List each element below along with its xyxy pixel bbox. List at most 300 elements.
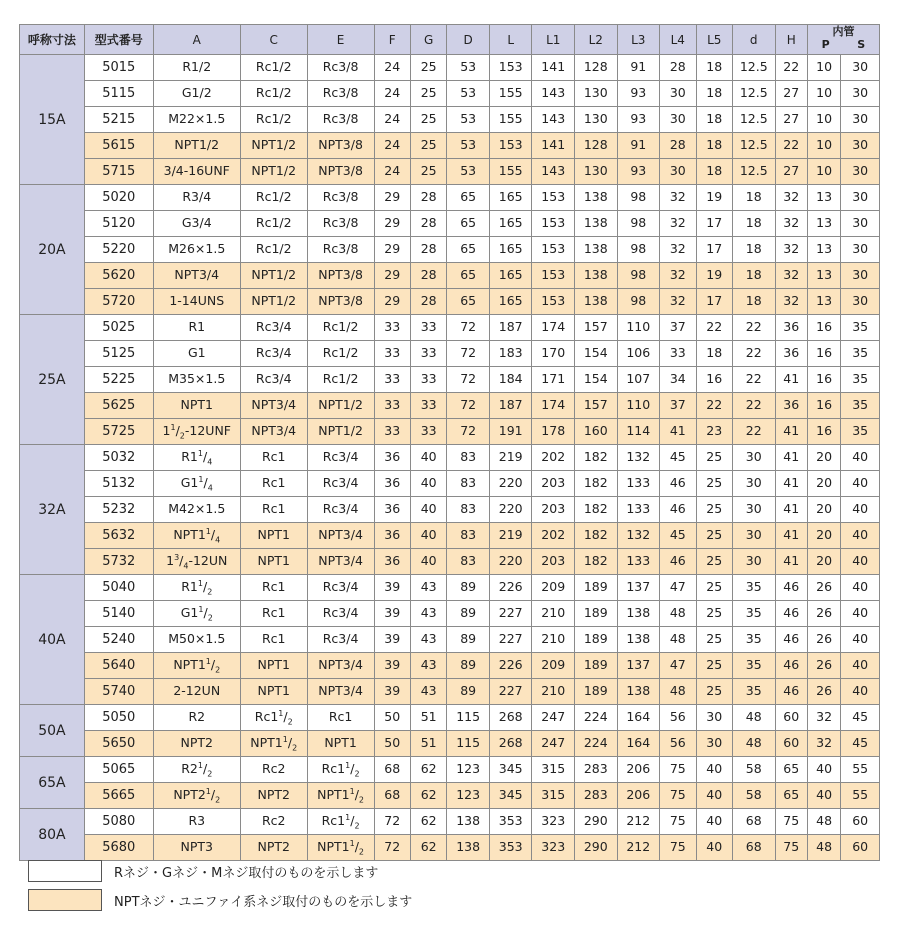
cell-g: 40 <box>410 497 446 523</box>
cell-d-upper: 138 <box>447 835 490 861</box>
cell-g: 33 <box>410 341 446 367</box>
cell-e: NPT3/8 <box>307 263 374 289</box>
cell-e: NPT3/4 <box>307 653 374 679</box>
cell-c: Rc1/2 <box>240 107 307 133</box>
cell-inner-p: 20 <box>807 445 840 471</box>
header-g: G <box>410 25 446 55</box>
cell-d-upper: 83 <box>447 497 490 523</box>
cell-h: 22 <box>775 55 807 81</box>
cell-l4: 46 <box>660 549 696 575</box>
legend-standard <box>28 860 378 882</box>
cell-g: 62 <box>410 757 446 783</box>
cell-model: 5020 <box>84 185 153 211</box>
cell-d-upper: 83 <box>447 523 490 549</box>
cell-g: 25 <box>410 107 446 133</box>
cell-l2: 157 <box>575 393 618 419</box>
cell-g: 62 <box>410 783 446 809</box>
cell-l4: 28 <box>660 133 696 159</box>
cell-d-upper: 65 <box>447 185 490 211</box>
header-l2: L2 <box>575 25 618 55</box>
cell-d-upper: 72 <box>447 367 490 393</box>
cell-c: Rc1/2 <box>240 185 307 211</box>
cell-l1: 209 <box>532 653 575 679</box>
cell-inner-s: 40 <box>841 601 880 627</box>
table-row <box>20 81 880 107</box>
cell-e: Rc3/8 <box>307 55 374 81</box>
cell-g: 43 <box>410 601 446 627</box>
cell-h: 41 <box>775 471 807 497</box>
cell-c: NPT3/4 <box>240 419 307 445</box>
cell-model: 5620 <box>84 263 153 289</box>
cell-inner-p: 20 <box>807 471 840 497</box>
cell-c: Rc1 <box>240 471 307 497</box>
cell-e: NPT3/8 <box>307 133 374 159</box>
cell-d-upper: 83 <box>447 445 490 471</box>
cell-f: 36 <box>374 445 410 471</box>
cell-g: 40 <box>410 471 446 497</box>
cell-a: R3/4 <box>153 185 240 211</box>
cell-d-upper: 83 <box>447 471 490 497</box>
cell-c: Rc2 <box>240 809 307 835</box>
cell-l5: 25 <box>696 497 732 523</box>
cell-h: 46 <box>775 601 807 627</box>
cell-inner-p: 40 <box>807 783 840 809</box>
cell-h: 36 <box>775 393 807 419</box>
cell-e: Rc3/8 <box>307 237 374 263</box>
cell-l: 165 <box>489 185 532 211</box>
cell-l2: 189 <box>575 575 618 601</box>
cell-l4: 28 <box>660 55 696 81</box>
cell-l2: 290 <box>575 809 618 835</box>
cell-f: 33 <box>374 315 410 341</box>
cell-d-upper: 72 <box>447 341 490 367</box>
cell-l1: 210 <box>532 601 575 627</box>
table-row <box>20 185 880 211</box>
cell-l4: 48 <box>660 627 696 653</box>
cell-g: 33 <box>410 419 446 445</box>
cell-l: 165 <box>489 289 532 315</box>
cell-a: $R1^1/_4$ <box>153 445 240 471</box>
table-row <box>20 237 880 263</box>
cell-l: 220 <box>489 549 532 575</box>
cell-a: $1^1/_2-12UNF$ <box>153 419 240 445</box>
cell-g: 40 <box>410 549 446 575</box>
cell-l: 155 <box>489 81 532 107</box>
cell-inner-p: 13 <box>807 185 840 211</box>
cell-c: Rc1 <box>240 575 307 601</box>
cell-d-lower: 35 <box>732 627 775 653</box>
cell-inner-p: 16 <box>807 393 840 419</box>
cell-l1: 178 <box>532 419 575 445</box>
cell-d-lower: 22 <box>732 315 775 341</box>
cell-l4: 32 <box>660 263 696 289</box>
nominal-size-cell: 40A <box>20 575 85 705</box>
cell-model: 5225 <box>84 367 153 393</box>
cell-d-lower: 30 <box>732 549 775 575</box>
cell-d-upper: 89 <box>447 679 490 705</box>
cell-l1: 210 <box>532 627 575 653</box>
cell-g: 40 <box>410 445 446 471</box>
cell-inner-s: 40 <box>841 549 880 575</box>
table-row <box>20 159 880 185</box>
cell-g: 28 <box>410 211 446 237</box>
cell-model: 5132 <box>84 471 153 497</box>
cell-e: Rc3/4 <box>307 575 374 601</box>
cell-l1: 143 <box>532 107 575 133</box>
cell-l4: 30 <box>660 107 696 133</box>
cell-d-lower: 12.5 <box>732 81 775 107</box>
cell-l5: 25 <box>696 523 732 549</box>
cell-l2: 138 <box>575 211 618 237</box>
cell-d-upper: 89 <box>447 601 490 627</box>
cell-l2: 224 <box>575 731 618 757</box>
table-row <box>20 289 880 315</box>
cell-a: NPT3 <box>153 835 240 861</box>
cell-inner-s: 60 <box>841 835 880 861</box>
table-row <box>20 679 880 705</box>
cell-e: NPT3/4 <box>307 549 374 575</box>
cell-l5: 25 <box>696 679 732 705</box>
cell-model: 5120 <box>84 211 153 237</box>
cell-model: 5040 <box>84 575 153 601</box>
cell-f: 39 <box>374 653 410 679</box>
cell-c: NPT1/2 <box>240 133 307 159</box>
cell-d-lower: 58 <box>732 783 775 809</box>
cell-l5: 19 <box>696 185 732 211</box>
cell-g: 25 <box>410 159 446 185</box>
cell-a: $G1^1/_2$ <box>153 601 240 627</box>
cell-l1: 174 <box>532 393 575 419</box>
cell-inner-s: 35 <box>841 315 880 341</box>
cell-l3: 110 <box>617 315 660 341</box>
cell-l: 191 <box>489 419 532 445</box>
cell-inner-s: 40 <box>841 679 880 705</box>
cell-l: 155 <box>489 159 532 185</box>
cell-l1: 153 <box>532 237 575 263</box>
cell-l4: 46 <box>660 497 696 523</box>
cell-l3: 132 <box>617 523 660 549</box>
table-row <box>20 835 880 861</box>
cell-a: $R2^1/_2$ <box>153 757 240 783</box>
cell-l2: 154 <box>575 341 618 367</box>
cell-e: $NPT1^1/_2$ <box>307 835 374 861</box>
cell-d-upper: 53 <box>447 55 490 81</box>
cell-l1: 323 <box>532 835 575 861</box>
cell-f: 24 <box>374 81 410 107</box>
cell-l5: 19 <box>696 263 732 289</box>
cell-l1: 203 <box>532 497 575 523</box>
cell-e: Rc3/8 <box>307 81 374 107</box>
cell-l: 226 <box>489 653 532 679</box>
cell-l: 219 <box>489 523 532 549</box>
cell-e: NPT1/2 <box>307 419 374 445</box>
cell-d-lower: 30 <box>732 497 775 523</box>
cell-l4: 33 <box>660 341 696 367</box>
header-f: F <box>374 25 410 55</box>
cell-l5: 22 <box>696 393 732 419</box>
cell-l2: 189 <box>575 653 618 679</box>
cell-d-lower: 12.5 <box>732 133 775 159</box>
cell-c: Rc1 <box>240 601 307 627</box>
cell-c: NPT2 <box>240 835 307 861</box>
nominal-size-cell: 80A <box>20 809 85 861</box>
legend-npt-swatch <box>28 889 102 911</box>
cell-inner-p: 40 <box>807 757 840 783</box>
cell-l: 345 <box>489 783 532 809</box>
cell-l3: 137 <box>617 575 660 601</box>
cell-model: 5140 <box>84 601 153 627</box>
cell-f: 36 <box>374 549 410 575</box>
cell-inner-p: 26 <box>807 679 840 705</box>
cell-h: 65 <box>775 783 807 809</box>
cell-e: NPT3/4 <box>307 679 374 705</box>
cell-h: 75 <box>775 835 807 861</box>
cell-l4: 32 <box>660 185 696 211</box>
cell-l: 187 <box>489 315 532 341</box>
table-row <box>20 341 880 367</box>
cell-f: 36 <box>374 523 410 549</box>
cell-model: 5650 <box>84 731 153 757</box>
cell-l: 227 <box>489 601 532 627</box>
cell-inner-p: 20 <box>807 523 840 549</box>
cell-e: Rc3/8 <box>307 185 374 211</box>
cell-l1: 170 <box>532 341 575 367</box>
cell-inner-s: 30 <box>841 185 880 211</box>
cell-h: 41 <box>775 445 807 471</box>
cell-l3: 212 <box>617 809 660 835</box>
cell-inner-s: 30 <box>841 107 880 133</box>
cell-d-upper: 72 <box>447 315 490 341</box>
cell-l2: 128 <box>575 133 618 159</box>
cell-d-lower: 22 <box>732 341 775 367</box>
cell-f: 36 <box>374 497 410 523</box>
cell-l4: 30 <box>660 81 696 107</box>
cell-d-lower: 35 <box>732 679 775 705</box>
cell-g: 28 <box>410 263 446 289</box>
cell-f: 68 <box>374 757 410 783</box>
cell-inner-s: 40 <box>841 653 880 679</box>
cell-d-upper: 89 <box>447 627 490 653</box>
table-header <box>20 25 880 55</box>
cell-f: 39 <box>374 679 410 705</box>
cell-l2: 130 <box>575 81 618 107</box>
cell-l5: 18 <box>696 159 732 185</box>
cell-e: NPT3/8 <box>307 159 374 185</box>
cell-f: 29 <box>374 185 410 211</box>
cell-h: 27 <box>775 81 807 107</box>
cell-e: $Rc1^1/_2$ <box>307 757 374 783</box>
cell-inner-s: 60 <box>841 809 880 835</box>
cell-inner-s: 30 <box>841 133 880 159</box>
cell-h: 32 <box>775 263 807 289</box>
header-h: H <box>775 25 807 55</box>
nominal-size-cell: 25A <box>20 315 85 445</box>
cell-l: 227 <box>489 627 532 653</box>
table-row <box>20 367 880 393</box>
cell-l5: 17 <box>696 289 732 315</box>
cell-e: Rc3/4 <box>307 627 374 653</box>
cell-l1: 202 <box>532 445 575 471</box>
cell-d-lower: 18 <box>732 185 775 211</box>
cell-e: Rc3/4 <box>307 445 374 471</box>
table-row <box>20 731 880 757</box>
header-l: L <box>489 25 532 55</box>
cell-inner-s: 40 <box>841 445 880 471</box>
cell-l3: 138 <box>617 627 660 653</box>
cell-l1: 153 <box>532 289 575 315</box>
cell-a: G1 <box>153 341 240 367</box>
cell-h: 41 <box>775 419 807 445</box>
cell-l2: 283 <box>575 783 618 809</box>
nominal-size-cell: 20A <box>20 185 85 315</box>
cell-l3: 133 <box>617 497 660 523</box>
cell-l1: 209 <box>532 575 575 601</box>
legend-standard-text: Rネジ・Gネジ・Mネジ取付のものを示します <box>114 865 379 881</box>
cell-a: R2 <box>153 705 240 731</box>
cell-l: 165 <box>489 263 532 289</box>
cell-l: 155 <box>489 107 532 133</box>
cell-c: NPT1 <box>240 653 307 679</box>
cell-a: NPT3/4 <box>153 263 240 289</box>
cell-inner-s: 40 <box>841 627 880 653</box>
cell-h: 36 <box>775 315 807 341</box>
cell-inner-p: 26 <box>807 575 840 601</box>
cell-h: 32 <box>775 211 807 237</box>
cell-e: Rc1/2 <box>307 367 374 393</box>
cell-inner-s: 35 <box>841 393 880 419</box>
cell-g: 40 <box>410 523 446 549</box>
cell-l4: 75 <box>660 757 696 783</box>
cell-l4: 45 <box>660 445 696 471</box>
cell-d-lower: 18 <box>732 263 775 289</box>
cell-l5: 23 <box>696 419 732 445</box>
header-p: P <box>821 38 830 51</box>
cell-inner-p: 16 <box>807 341 840 367</box>
cell-a: NPT1/2 <box>153 133 240 159</box>
cell-c: Rc3/4 <box>240 341 307 367</box>
cell-model: 5625 <box>84 393 153 419</box>
cell-l3: 98 <box>617 263 660 289</box>
cell-l1: 323 <box>532 809 575 835</box>
header-l1: L1 <box>532 25 575 55</box>
cell-a: $G1^1/_4$ <box>153 471 240 497</box>
cell-l5: 40 <box>696 783 732 809</box>
cell-l4: 37 <box>660 393 696 419</box>
cell-l3: 93 <box>617 81 660 107</box>
cell-f: 24 <box>374 55 410 81</box>
cell-c: $NPT1^1/_2$ <box>240 731 307 757</box>
header-s: S <box>857 38 866 51</box>
cell-e: NPT3/8 <box>307 289 374 315</box>
cell-l2: 138 <box>575 185 618 211</box>
cell-inner-p: 20 <box>807 549 840 575</box>
cell-e: Rc1/2 <box>307 315 374 341</box>
cell-l1: 153 <box>532 185 575 211</box>
cell-a: $NPT1^1/_4$ <box>153 523 240 549</box>
cell-g: 51 <box>410 731 446 757</box>
cell-model: 5125 <box>84 341 153 367</box>
cell-model: 5015 <box>84 55 153 81</box>
nominal-size-cell: 65A <box>20 757 85 809</box>
cell-c: Rc1/2 <box>240 81 307 107</box>
cell-inner-s: 45 <box>841 705 880 731</box>
cell-d-lower: 22 <box>732 393 775 419</box>
cell-l5: 30 <box>696 731 732 757</box>
cell-l3: 91 <box>617 133 660 159</box>
cell-g: 43 <box>410 679 446 705</box>
table-body <box>20 55 880 861</box>
cell-l5: 40 <box>696 835 732 861</box>
table-row <box>20 419 880 445</box>
cell-h: 46 <box>775 627 807 653</box>
header-e: E <box>307 25 374 55</box>
cell-f: 50 <box>374 705 410 731</box>
cell-model: 5740 <box>84 679 153 705</box>
cell-l2: 138 <box>575 237 618 263</box>
cell-l1: 153 <box>532 263 575 289</box>
cell-l1: 141 <box>532 55 575 81</box>
cell-l3: 138 <box>617 601 660 627</box>
cell-g: 33 <box>410 315 446 341</box>
cell-h: 75 <box>775 809 807 835</box>
cell-l3: 110 <box>617 393 660 419</box>
cell-inner-p: 26 <box>807 653 840 679</box>
cell-f: 50 <box>374 731 410 757</box>
cell-inner-s: 30 <box>841 55 880 81</box>
cell-h: 41 <box>775 367 807 393</box>
cell-model: 5725 <box>84 419 153 445</box>
cell-h: 65 <box>775 757 807 783</box>
cell-e: Rc3/8 <box>307 211 374 237</box>
cell-c: NPT1 <box>240 523 307 549</box>
nominal-size-cell: 32A <box>20 445 85 575</box>
cell-g: 43 <box>410 575 446 601</box>
cell-h: 32 <box>775 237 807 263</box>
cell-e: $Rc1^1/_2$ <box>307 809 374 835</box>
cell-g: 28 <box>410 185 446 211</box>
cell-c: Rc1/2 <box>240 55 307 81</box>
table-row <box>20 211 880 237</box>
cell-model: 5615 <box>84 133 153 159</box>
cell-c: Rc2 <box>240 757 307 783</box>
cell-l3: 98 <box>617 211 660 237</box>
cell-f: 39 <box>374 627 410 653</box>
cell-l: 226 <box>489 575 532 601</box>
cell-a: R3 <box>153 809 240 835</box>
cell-d-lower: 18 <box>732 237 775 263</box>
cell-l1: 143 <box>532 81 575 107</box>
cell-inner-p: 26 <box>807 627 840 653</box>
cell-h: 60 <box>775 731 807 757</box>
cell-a: R1 <box>153 315 240 341</box>
cell-inner-s: 30 <box>841 263 880 289</box>
header-a: A <box>153 25 240 55</box>
cell-d-upper: 53 <box>447 107 490 133</box>
cell-l3: 133 <box>617 471 660 497</box>
cell-c: Rc1/2 <box>240 237 307 263</box>
cell-d-lower: 58 <box>732 757 775 783</box>
cell-l: 345 <box>489 757 532 783</box>
cell-f: 29 <box>374 237 410 263</box>
cell-l5: 25 <box>696 471 732 497</box>
cell-l2: 189 <box>575 601 618 627</box>
table-row <box>20 627 880 653</box>
cell-a: G1/2 <box>153 81 240 107</box>
cell-l5: 25 <box>696 549 732 575</box>
cell-e: Rc3/4 <box>307 601 374 627</box>
cell-g: 62 <box>410 809 446 835</box>
cell-model: 5232 <box>84 497 153 523</box>
